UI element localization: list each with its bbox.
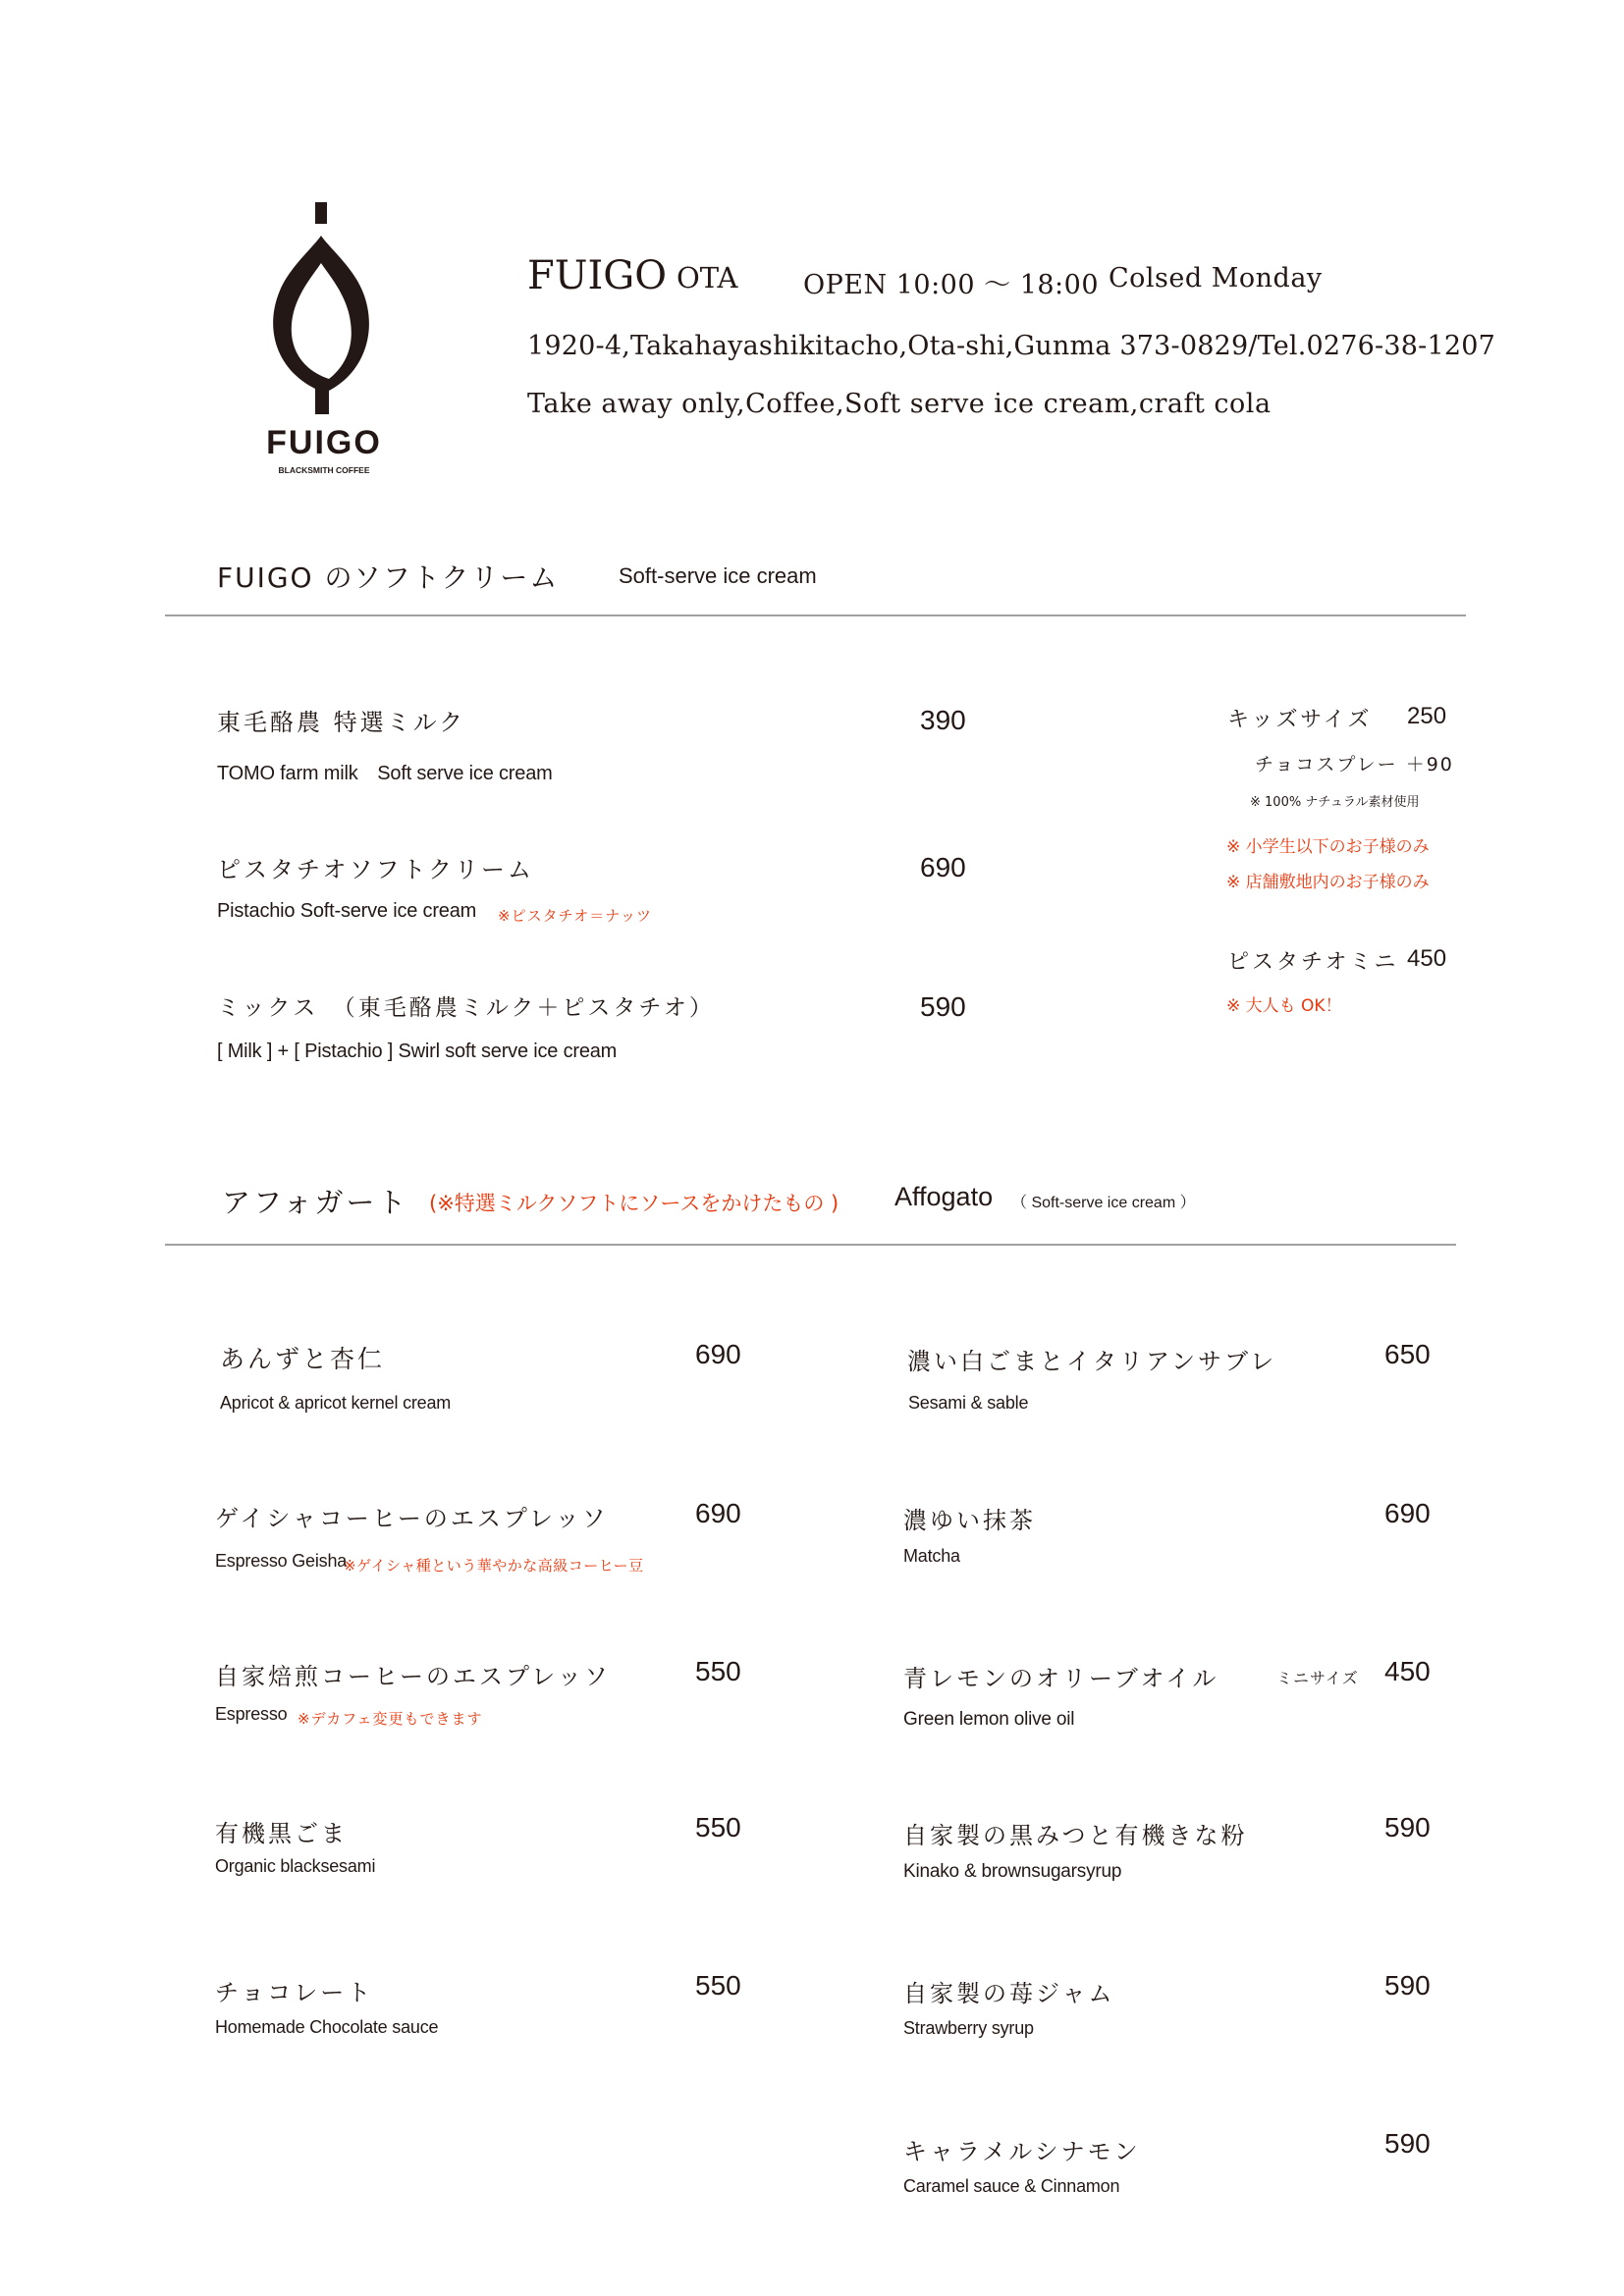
affogato-lemon-name: 青レモンのオリーブオイル — [903, 1665, 1219, 1692]
svg-text:FUIGO: FUIGO — [266, 424, 382, 461]
affogato-geisha-note: ※ゲイシャ種という華やかな高級コーヒー豆 — [344, 1557, 644, 1575]
affogato-strawberry-name: 自家製の苺ジャム — [903, 1980, 1115, 2007]
item-milk-price: 390 — [920, 705, 966, 735]
affogato-espresso-note: ※デカフェ変更もできます — [298, 1710, 483, 1728]
affogato-sesame-price: 550 — [695, 1812, 741, 1842]
item-mix-price: 590 — [920, 991, 966, 1022]
affogato-apricot-name: あんずと杏仁 — [220, 1345, 386, 1373]
affogato-espresso-price: 550 — [695, 1656, 741, 1686]
affogato-chocolate-price: 550 — [695, 1970, 741, 2001]
affogato-kinako-price: 590 — [1384, 1812, 1431, 1842]
store-name: FUIGO — [527, 253, 668, 298]
affogato-geisha-en: Espresso Geisha — [215, 1551, 348, 1571]
kids-note-age: ※ 小学生以下のお子様のみ — [1226, 837, 1430, 857]
affogato-matcha-price: 690 — [1384, 1498, 1431, 1528]
affogato-title-en: Affogato — [894, 1182, 994, 1211]
affogato-caramel-name: キャラメルシナモン — [903, 2138, 1141, 2165]
opening-hours: OPEN 10:00 〜 18:00 — [803, 270, 1100, 300]
affogato-title-en-sub: （ Soft-serve ice cream ） — [1011, 1195, 1196, 1211]
store-address: 1920-4,Takahayashikitacho,Ota-shi,Gunma 373-0829/Tel.0276-38-1207 — [527, 331, 1495, 361]
affogato-chocolate-en: Homemade Chocolate sauce — [215, 2017, 439, 2037]
softserve-title: FUIGO のソフトクリーム — [217, 561, 560, 594]
topping-note: ※ 100% ナチュラル素材使用 — [1250, 795, 1420, 810]
affogato-divider — [165, 1244, 1456, 1246]
item-milk-en: TOMO farm milk Soft serve ice cream — [217, 763, 553, 784]
store-branch: OTA — [677, 261, 738, 294]
item-mix-name: ミックス （東毛酪農ミルク＋ピスタチオ） — [217, 995, 715, 1021]
affogato-espresso-en: Espresso — [215, 1704, 288, 1724]
item-pistachio-name: ピスタチオソフトクリーム — [217, 856, 535, 883]
service-notice: Take away only,Coffee,Soft serve ice cream,craft cola — [527, 389, 1272, 419]
item-milk-name: 東毛酪農 特選ミルク — [217, 709, 466, 736]
affogato-caramel-en: Caramel sauce & Cinnamon — [903, 2176, 1120, 2196]
affogato-chocolate-name: チョコレート — [215, 1979, 374, 2006]
closed-day: Colsed Monday — [1109, 263, 1323, 294]
affogato-matcha-name: 濃ゆい抹茶 — [903, 1507, 1036, 1534]
affogato-apricot-en: Apricot & apricot kernel cream — [220, 1393, 452, 1413]
affogato-white-sesame-en: Sesami & sable — [908, 1393, 1029, 1413]
softserve-title-en: Soft-serve ice cream — [619, 563, 817, 588]
kids-note-premises: ※ 店舗敷地内のお子様のみ — [1226, 873, 1430, 892]
affogato-apricot-price: 690 — [695, 1339, 741, 1369]
affogato-caramel-price: 590 — [1384, 2128, 1431, 2159]
affogato-title: アフォガート — [222, 1186, 409, 1219]
fuigo-logo — [250, 196, 398, 491]
affogato-lemon-en: Green lemon olive oil — [903, 1709, 1075, 1730]
softserve-divider — [165, 614, 1466, 616]
affogato-lemon-size: ミニサイズ — [1276, 1669, 1359, 1687]
pistachio-mini-note: ※ 大人も OK！ — [1226, 996, 1342, 1016]
affogato-white-sesame-name: 濃い白ごまとイタリアンサブレ — [907, 1348, 1277, 1375]
affogato-sesame-en: Organic blacksesami — [215, 1856, 376, 1876]
affogato-sesame-name: 有機黒ごま — [215, 1820, 348, 1847]
pistachio-mini-label: ピスタチオミニ — [1227, 950, 1399, 975]
drop-logo-icon — [250, 196, 398, 491]
item-mix-en: [ Milk ] + [ Pistachio ] Swirl soft serve ice cream — [217, 1041, 618, 1062]
affogato-white-sesame-price: 650 — [1384, 1339, 1431, 1369]
affogato-espresso-name: 自家焙煎コーヒーのエスプレッソ — [215, 1663, 611, 1690]
affogato-title-note: (※特選ミルクソフトにソースをかけたもの ) — [429, 1192, 839, 1215]
item-pistachio-price: 690 — [920, 852, 966, 882]
svg-text:BLACKSMITH COFFEE: BLACKSMITH COFFEE — [278, 465, 370, 475]
topping-label: チョコスプレー ＋90 — [1255, 754, 1454, 775]
affogato-lemon-price: 450 — [1384, 1656, 1431, 1686]
item-pistachio-note: ※ピスタチオ＝ナッツ — [498, 907, 652, 925]
kids-size-label: キッズサイズ — [1227, 708, 1373, 732]
affogato-kinako-name: 自家製の黒みつと有機きな粉 — [903, 1822, 1248, 1849]
affogato-strawberry-price: 590 — [1384, 1970, 1431, 2001]
affogato-matcha-en: Matcha — [903, 1546, 960, 1566]
affogato-geisha-name: ゲイシャコーヒーのエスプレッソ — [215, 1505, 609, 1532]
affogato-kinako-en: Kinako & brownsugarsyrup — [903, 1861, 1122, 1882]
kids-size-price: 250 — [1407, 703, 1447, 729]
item-pistachio-en: Pistachio Soft-serve ice cream — [217, 900, 477, 922]
pistachio-mini-price: 450 — [1407, 945, 1447, 972]
affogato-strawberry-en: Strawberry syrup — [903, 2018, 1034, 2038]
affogato-geisha-price: 690 — [695, 1498, 741, 1528]
